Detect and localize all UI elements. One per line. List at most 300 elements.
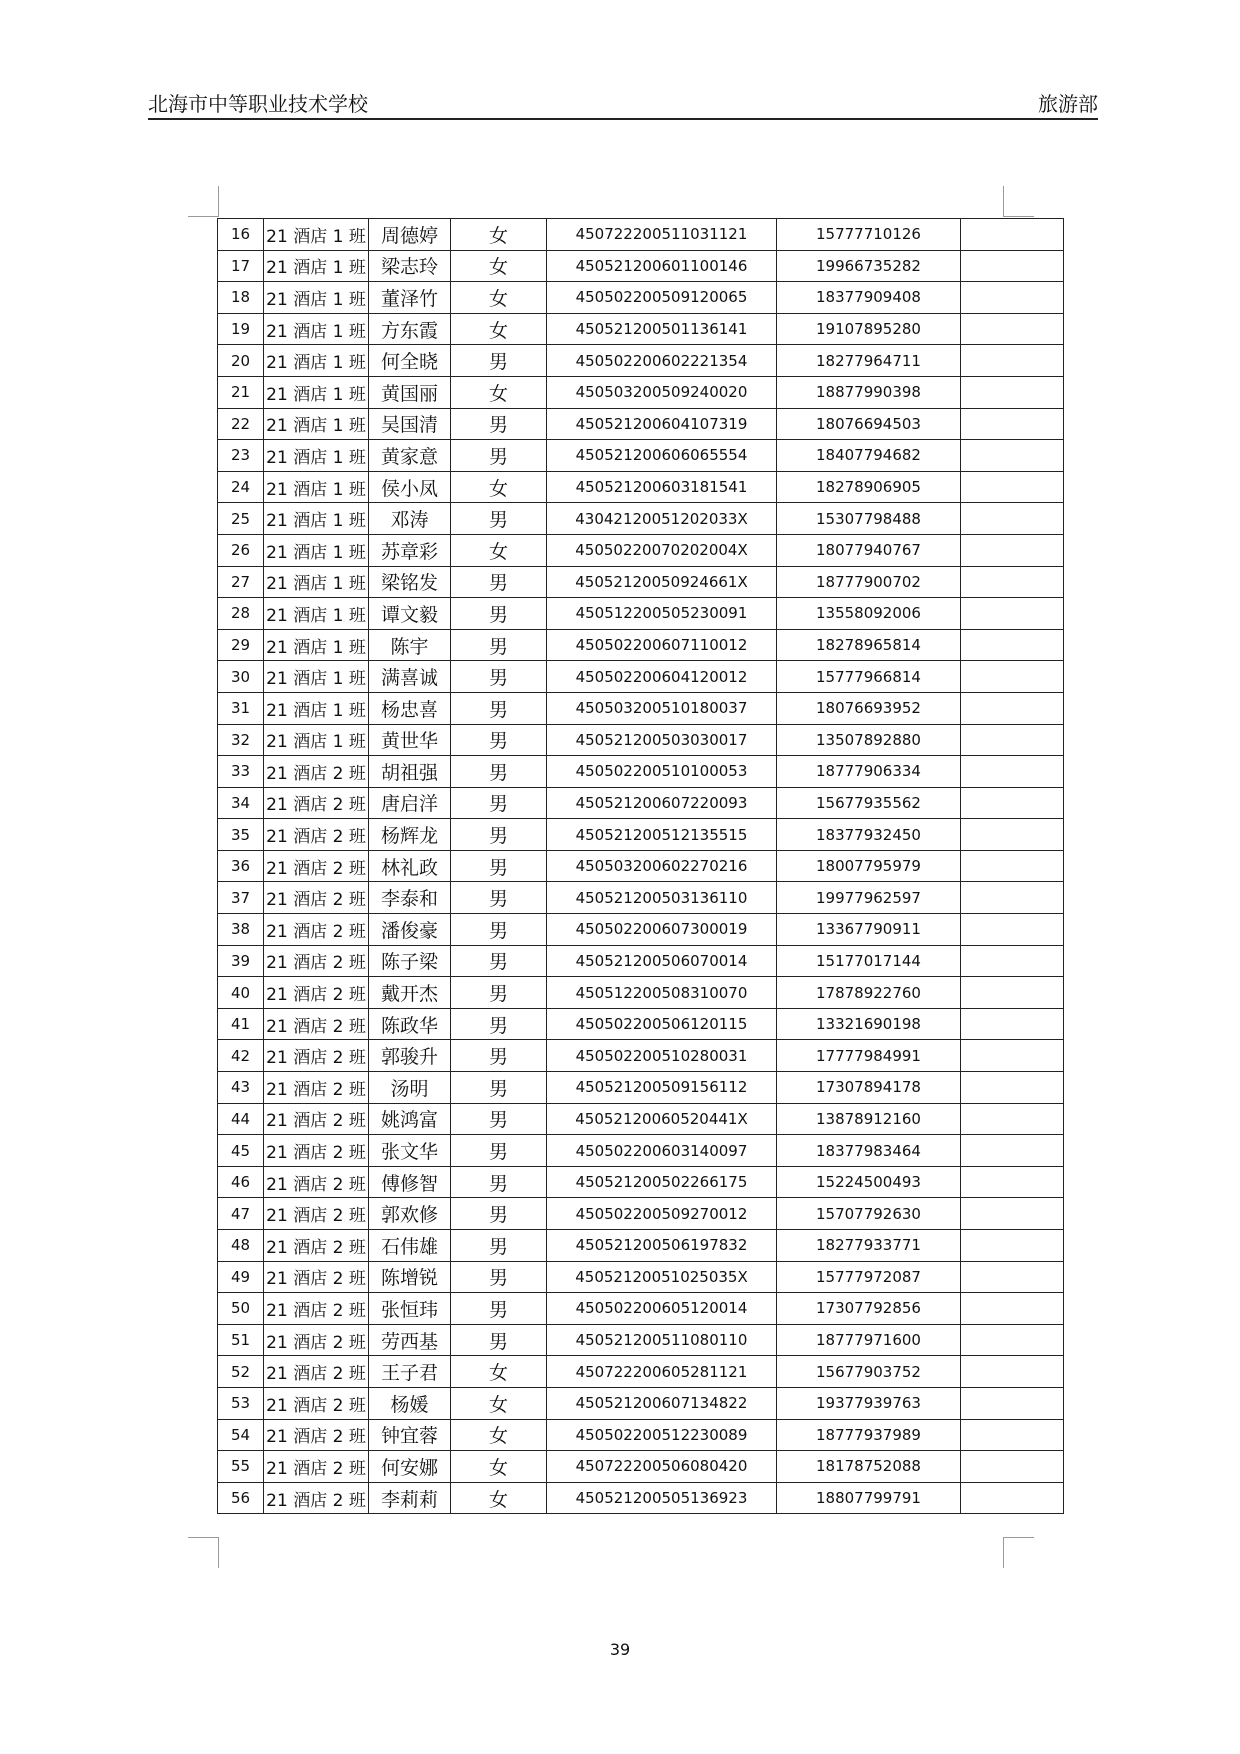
row-number-cell: 35 [218,819,264,851]
row-number-cell: 55 [218,1451,264,1483]
phone-number-cell: 18807799791 [777,1482,961,1514]
table-row [218,1324,1064,1356]
class-name-cell: 21 酒店 1 班 [264,282,369,314]
row-number-cell: 26 [218,534,264,566]
table-row [218,756,1064,788]
row-number-cell: 43 [218,1072,264,1104]
phone-number-cell: 17777984991 [777,1040,961,1072]
class-name-cell: 21 酒店 2 班 [264,1356,369,1388]
gender-cell: 女 [451,1482,547,1514]
remark-cell [961,1387,1064,1419]
phone-number-cell: 13878912160 [777,1103,961,1135]
class-name-cell: 21 酒店 2 班 [264,1419,369,1451]
gender-cell: 女 [451,376,547,408]
student-name-cell: 周德婷 [369,219,451,251]
gender-cell: 女 [451,219,547,251]
phone-number-cell: 18277933771 [777,1230,961,1262]
remark-cell [961,724,1064,756]
remark-cell [961,471,1064,503]
remark-cell [961,566,1064,598]
row-number-cell: 23 [218,440,264,472]
gender-cell: 男 [451,345,547,377]
table-row [218,1293,1064,1325]
class-name-cell: 21 酒店 1 班 [264,629,369,661]
id-number-cell: 450512200508310070 [547,977,777,1009]
phone-number-cell: 18377983464 [777,1135,961,1167]
id-number-cell: 450502200510280031 [547,1040,777,1072]
gender-cell: 男 [451,692,547,724]
row-number-cell: 16 [218,219,264,251]
id-number-cell: 450521200506197832 [547,1230,777,1262]
gender-cell: 男 [451,819,547,851]
table-row [218,661,1064,693]
remark-cell [961,534,1064,566]
class-name-cell: 21 酒店 2 班 [264,945,369,977]
student-name-cell: 李莉莉 [369,1482,451,1514]
gender-cell: 男 [451,1072,547,1104]
row-number-cell: 19 [218,313,264,345]
student-name-cell: 何全晓 [369,345,451,377]
class-name-cell: 21 酒店 2 班 [264,1387,369,1419]
id-number-cell: 450722200605281121 [547,1356,777,1388]
row-number-cell: 32 [218,724,264,756]
student-name-cell: 郭骏升 [369,1040,451,1072]
remark-cell [961,1356,1064,1388]
class-name-cell: 21 酒店 2 班 [264,882,369,914]
phone-number-cell: 17878922760 [777,977,961,1009]
class-name-cell: 21 酒店 2 班 [264,1261,369,1293]
table-row [218,345,1064,377]
row-number-cell: 49 [218,1261,264,1293]
student-name-cell: 唐启洋 [369,787,451,819]
id-number-cell: 450502200605120014 [547,1293,777,1325]
phone-number-cell: 18877990398 [777,376,961,408]
class-name-cell: 21 酒店 1 班 [264,692,369,724]
class-name-cell: 21 酒店 1 班 [264,566,369,598]
id-number-cell: 450521200601100146 [547,250,777,282]
row-number-cell: 28 [218,598,264,630]
crop-mark-top-left [188,186,219,217]
remark-cell [961,661,1064,693]
id-number-cell: 450503200510180037 [547,692,777,724]
remark-cell [961,914,1064,946]
table-row [218,1040,1064,1072]
department-name: 旅游部 [1038,92,1098,116]
class-name-cell: 21 酒店 2 班 [264,1482,369,1514]
class-name-cell: 21 酒店 2 班 [264,1135,369,1167]
remark-cell [961,408,1064,440]
gender-cell: 男 [451,440,547,472]
student-name-cell: 林礼政 [369,850,451,882]
row-number-cell: 29 [218,629,264,661]
table-row [218,566,1064,598]
phone-number-cell: 18278965814 [777,629,961,661]
row-number-cell: 34 [218,787,264,819]
row-number-cell: 30 [218,661,264,693]
class-name-cell: 21 酒店 2 班 [264,1293,369,1325]
remark-cell [961,598,1064,630]
student-name-cell: 胡祖强 [369,756,451,788]
remark-cell [961,282,1064,314]
id-number-cell: 450521200511080110 [547,1324,777,1356]
row-number-cell: 24 [218,471,264,503]
student-name-cell: 黄家意 [369,440,451,472]
student-name-cell: 张恒玮 [369,1293,451,1325]
table-row [218,1135,1064,1167]
row-number-cell: 37 [218,882,264,914]
gender-cell: 男 [451,1008,547,1040]
student-name-cell: 姚鸿富 [369,1103,451,1135]
phone-number-cell: 18777971600 [777,1324,961,1356]
phone-number-cell: 15677903752 [777,1356,961,1388]
id-number-cell: 450502200509270012 [547,1198,777,1230]
row-number-cell: 27 [218,566,264,598]
gender-cell: 男 [451,1198,547,1230]
id-number-cell: 450502200509120065 [547,282,777,314]
row-number-cell: 51 [218,1324,264,1356]
student-name-cell: 王子君 [369,1356,451,1388]
phone-number-cell: 19377939763 [777,1387,961,1419]
remark-cell [961,945,1064,977]
student-name-cell: 劳西基 [369,1324,451,1356]
gender-cell: 男 [451,598,547,630]
gender-cell: 女 [451,1356,547,1388]
remark-cell [961,882,1064,914]
table-row [218,977,1064,1009]
id-number-cell: 45052120051025035X [547,1261,777,1293]
class-name-cell: 21 酒店 2 班 [264,819,369,851]
gender-cell: 男 [451,724,547,756]
id-number-cell: 450503200602270216 [547,850,777,882]
table-row [218,629,1064,661]
phone-number-cell: 17307792856 [777,1293,961,1325]
gender-cell: 男 [451,1040,547,1072]
class-name-cell: 21 酒店 2 班 [264,914,369,946]
row-number-cell: 45 [218,1135,264,1167]
gender-cell: 男 [451,945,547,977]
table-row [218,598,1064,630]
remark-cell [961,440,1064,472]
id-number-cell: 450521200604107319 [547,408,777,440]
student-name-cell: 梁铭发 [369,566,451,598]
gender-cell: 男 [451,756,547,788]
remark-cell [961,1072,1064,1104]
student-name-cell: 何安娜 [369,1451,451,1483]
remark-cell [961,1419,1064,1451]
page-number: 39 [609,1640,631,1659]
id-number-cell: 450521200606065554 [547,440,777,472]
phone-number-cell: 18377909408 [777,282,961,314]
student-name-cell: 董泽竹 [369,282,451,314]
remark-cell [961,1293,1064,1325]
row-number-cell: 21 [218,376,264,408]
student-name-cell: 杨媛 [369,1387,451,1419]
row-number-cell: 25 [218,503,264,535]
gender-cell: 男 [451,408,547,440]
phone-number-cell: 19107895280 [777,313,961,345]
student-name-cell: 谭文毅 [369,598,451,630]
table-row [218,250,1064,282]
class-name-cell: 21 酒店 1 班 [264,503,369,535]
remark-cell [961,629,1064,661]
row-number-cell: 33 [218,756,264,788]
class-name-cell: 21 酒店 2 班 [264,787,369,819]
student-name-cell: 杨辉龙 [369,819,451,851]
crop-mark-bottom-right [1003,1537,1034,1568]
phone-number-cell: 15177017144 [777,945,961,977]
row-number-cell: 36 [218,850,264,882]
table-row [218,219,1064,251]
student-name-cell: 石伟雄 [369,1230,451,1262]
class-name-cell: 21 酒店 2 班 [264,1166,369,1198]
remark-cell [961,1324,1064,1356]
id-number-cell: 450521200503030017 [547,724,777,756]
table-row [218,724,1064,756]
id-number-cell: 450722200511031121 [547,219,777,251]
phone-number-cell: 18076694503 [777,408,961,440]
class-name-cell: 21 酒店 1 班 [264,471,369,503]
remark-cell [961,345,1064,377]
table-row [218,1356,1064,1388]
student-name-cell: 侯小凤 [369,471,451,503]
gender-cell: 男 [451,1103,547,1135]
table-row [218,1419,1064,1451]
phone-number-cell: 18278906905 [777,471,961,503]
id-number-cell: 450502200607110012 [547,629,777,661]
phone-number-cell: 15777710126 [777,219,961,251]
table-row [218,1387,1064,1419]
id-number-cell: 450502200604120012 [547,661,777,693]
table-row [218,1482,1064,1514]
class-name-cell: 21 酒店 1 班 [264,598,369,630]
id-number-cell: 45052120060520441X [547,1103,777,1135]
crop-mark-bottom-left [188,1537,219,1568]
phone-number-cell: 19977962597 [777,882,961,914]
remark-cell [961,819,1064,851]
class-name-cell: 21 酒店 2 班 [264,850,369,882]
gender-cell: 男 [451,629,547,661]
id-number-cell: 450502200607300019 [547,914,777,946]
remark-cell [961,376,1064,408]
row-number-cell: 53 [218,1387,264,1419]
table-row [218,1261,1064,1293]
remark-cell [961,850,1064,882]
id-number-cell: 450521200603181541 [547,471,777,503]
student-name-cell: 陈增锐 [369,1261,451,1293]
gender-cell: 男 [451,566,547,598]
class-name-cell: 21 酒店 1 班 [264,408,369,440]
gender-cell: 男 [451,1166,547,1198]
gender-cell: 男 [451,503,547,535]
table-row [218,1230,1064,1262]
remark-cell [961,313,1064,345]
remark-cell [961,1008,1064,1040]
student-name-cell: 梁志玲 [369,250,451,282]
gender-cell: 女 [451,313,547,345]
table-row [218,408,1064,440]
gender-cell: 女 [451,250,547,282]
row-number-cell: 41 [218,1008,264,1040]
table-row [218,282,1064,314]
remark-cell [961,1198,1064,1230]
student-name-cell: 方东霞 [369,313,451,345]
class-name-cell: 21 酒店 1 班 [264,534,369,566]
class-name-cell: 21 酒店 1 班 [264,313,369,345]
gender-cell: 女 [451,282,547,314]
table-row [218,1008,1064,1040]
class-name-cell: 21 酒店 2 班 [264,1324,369,1356]
gender-cell: 男 [451,1230,547,1262]
class-name-cell: 21 酒店 1 班 [264,250,369,282]
class-name-cell: 21 酒店 1 班 [264,345,369,377]
table-row [218,850,1064,882]
remark-cell [961,503,1064,535]
remark-cell [961,1135,1064,1167]
phone-number-cell: 15677935562 [777,787,961,819]
id-number-cell: 450521200501136141 [547,313,777,345]
table-row [218,945,1064,977]
phone-number-cell: 18777937989 [777,1419,961,1451]
remark-cell [961,1230,1064,1262]
remark-cell [961,1261,1064,1293]
student-name-cell: 邓涛 [369,503,451,535]
student-name-cell: 戴开杰 [369,977,451,1009]
gender-cell: 男 [451,1261,547,1293]
id-number-cell: 450722200506080420 [547,1451,777,1483]
table-row [218,376,1064,408]
student-name-cell: 黄国丽 [369,376,451,408]
gender-cell: 女 [451,1419,547,1451]
row-number-cell: 31 [218,692,264,724]
table-row [218,882,1064,914]
student-name-cell: 郭欢修 [369,1198,451,1230]
class-name-cell: 21 酒店 2 班 [264,1040,369,1072]
id-number-cell: 450502200512230089 [547,1419,777,1451]
id-number-cell: 450502200510100053 [547,756,777,788]
phone-number-cell: 13367790911 [777,914,961,946]
gender-cell: 男 [451,977,547,1009]
id-number-cell: 450502200506120115 [547,1008,777,1040]
remark-cell [961,692,1064,724]
phone-number-cell: 18277964711 [777,345,961,377]
table-row [218,1451,1064,1483]
id-number-cell: 450521200505136923 [547,1482,777,1514]
row-number-cell: 50 [218,1293,264,1325]
row-number-cell: 22 [218,408,264,440]
row-number-cell: 39 [218,945,264,977]
phone-number-cell: 13558092006 [777,598,961,630]
row-number-cell: 47 [218,1198,264,1230]
row-number-cell: 42 [218,1040,264,1072]
page-header [148,88,1098,120]
student-name-cell: 满喜诚 [369,661,451,693]
id-number-cell: 450521200506070014 [547,945,777,977]
class-name-cell: 21 酒店 1 班 [264,219,369,251]
row-number-cell: 48 [218,1230,264,1262]
remark-cell [961,1103,1064,1135]
crop-mark-top-right [1003,186,1034,217]
remark-cell [961,787,1064,819]
class-name-cell: 21 酒店 1 班 [264,440,369,472]
gender-cell: 男 [451,1293,547,1325]
phone-number-cell: 18777900702 [777,566,961,598]
row-number-cell: 56 [218,1482,264,1514]
remark-cell [961,1451,1064,1483]
student-name-cell: 陈宇 [369,629,451,661]
id-number-cell: 450521200509156112 [547,1072,777,1104]
table-row [218,1103,1064,1135]
id-number-cell: 450521200512135515 [547,819,777,851]
student-roster-table [217,218,1064,1514]
table-row [218,692,1064,724]
student-name-cell: 傅修智 [369,1166,451,1198]
roster-body [218,219,1064,1514]
table-row [218,313,1064,345]
phone-number-cell: 18407794682 [777,440,961,472]
phone-number-cell: 15777966814 [777,661,961,693]
student-name-cell: 张文华 [369,1135,451,1167]
row-number-cell: 38 [218,914,264,946]
student-name-cell: 钟宜蓉 [369,1419,451,1451]
table-row [218,503,1064,535]
phone-number-cell: 15707792630 [777,1198,961,1230]
class-name-cell: 21 酒店 2 班 [264,977,369,1009]
class-name-cell: 21 酒店 2 班 [264,1451,369,1483]
student-name-cell: 陈政华 [369,1008,451,1040]
remark-cell [961,219,1064,251]
gender-cell: 男 [451,914,547,946]
gender-cell: 男 [451,882,547,914]
class-name-cell: 21 酒店 2 班 [264,1008,369,1040]
class-name-cell: 21 酒店 1 班 [264,661,369,693]
student-name-cell: 苏章彩 [369,534,451,566]
remark-cell [961,1040,1064,1072]
row-number-cell: 20 [218,345,264,377]
table-row [218,1072,1064,1104]
id-number-cell: 43042120051202033X [547,503,777,535]
remark-cell [961,1482,1064,1514]
row-number-cell: 44 [218,1103,264,1135]
id-number-cell: 45050220070202004X [547,534,777,566]
student-name-cell: 潘俊豪 [369,914,451,946]
id-number-cell: 45052120050924661X [547,566,777,598]
phone-number-cell: 15777972087 [777,1261,961,1293]
table-row [218,787,1064,819]
id-number-cell: 450521200502266175 [547,1166,777,1198]
id-number-cell: 450512200505230091 [547,598,777,630]
row-number-cell: 46 [218,1166,264,1198]
phone-number-cell: 13507892880 [777,724,961,756]
id-number-cell: 450502200603140097 [547,1135,777,1167]
phone-number-cell: 18077940767 [777,534,961,566]
gender-cell: 女 [451,534,547,566]
remark-cell [961,250,1064,282]
table-row [218,471,1064,503]
id-number-cell: 450503200509240020 [547,376,777,408]
student-name-cell: 李泰和 [369,882,451,914]
phone-number-cell: 18777906334 [777,756,961,788]
id-number-cell: 450521200607220093 [547,787,777,819]
gender-cell: 女 [451,1451,547,1483]
phone-number-cell: 17307894178 [777,1072,961,1104]
class-name-cell: 21 酒店 2 班 [264,756,369,788]
table-row [218,440,1064,472]
phone-number-cell: 15224500493 [777,1166,961,1198]
phone-number-cell: 18076693952 [777,692,961,724]
gender-cell: 男 [451,661,547,693]
class-name-cell: 21 酒店 1 班 [264,376,369,408]
phone-number-cell: 15307798488 [777,503,961,535]
